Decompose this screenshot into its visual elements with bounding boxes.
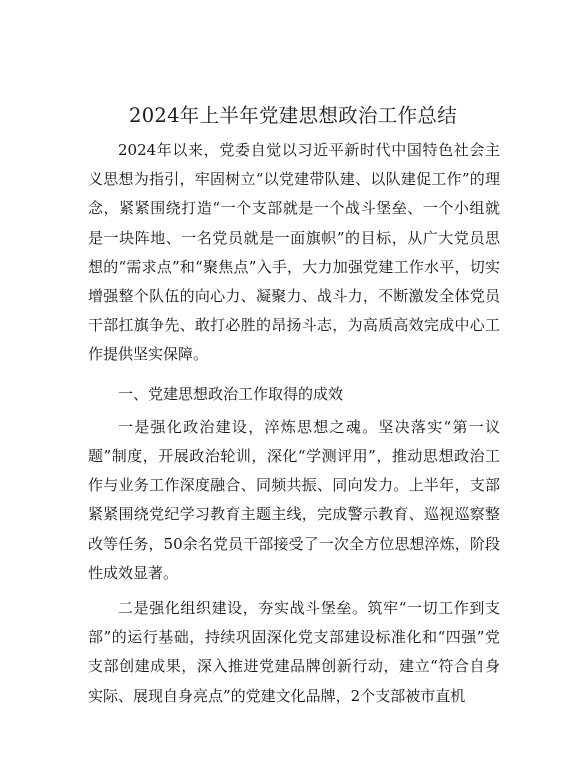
intro-paragraph: 2024年以来，党委自觉以习近平新时代中国特色社会主义思想为指引，牢固树立“以党建带队建、以队建促工作”的理念，紧紧围绕打造“一个支部就是一个战斗堡垒、一个小组就是一块阵地、一名党员就是一面旗帜”的目标，从广大党员思想的“需求点”和“聚焦点”入手，大力加强党建工作水平，切实增强整个队伍的向心力、凝聚力、战斗力，不断激发全体党员干部扛旗争先、敢打必胜的昂扬斗志，为高质高效完成中心工作提供坚实保障。: [88, 141, 500, 364]
achievement-item-2: 二是强化组织建设，夯实战斗堡垒。筑牢“一切工作到支部”的运行基础，持续巩固深化党支部建设标准化和“四强”党支部创建成果，深入推进党建品牌创新行动，建立“符合自身实际、展现自身亮点”的党建文化品牌，2个支部被市直机: [88, 599, 500, 705]
document-title: 2024年上半年党建思想政治工作总结: [128, 104, 458, 127]
section-heading: 一、党建思想政治工作取得的成效: [118, 384, 344, 403]
achievement-item-1: 一是强化政治建设，淬炼思想之魂。坚决落实“第一议题”制度，开展政治轮训，深化“学测评用”，推动思想政治工作与业务工作深度融合、同频共振、同向发力。上半年，支部紧紧围绕党纪学习教育主题主线，完成警示教育、巡视巡察整改等任务，50余名党员干部接受了一次全方位思想淬炼，阶段性成效显著。: [88, 417, 500, 582]
document-body: [88, 136, 500, 711]
